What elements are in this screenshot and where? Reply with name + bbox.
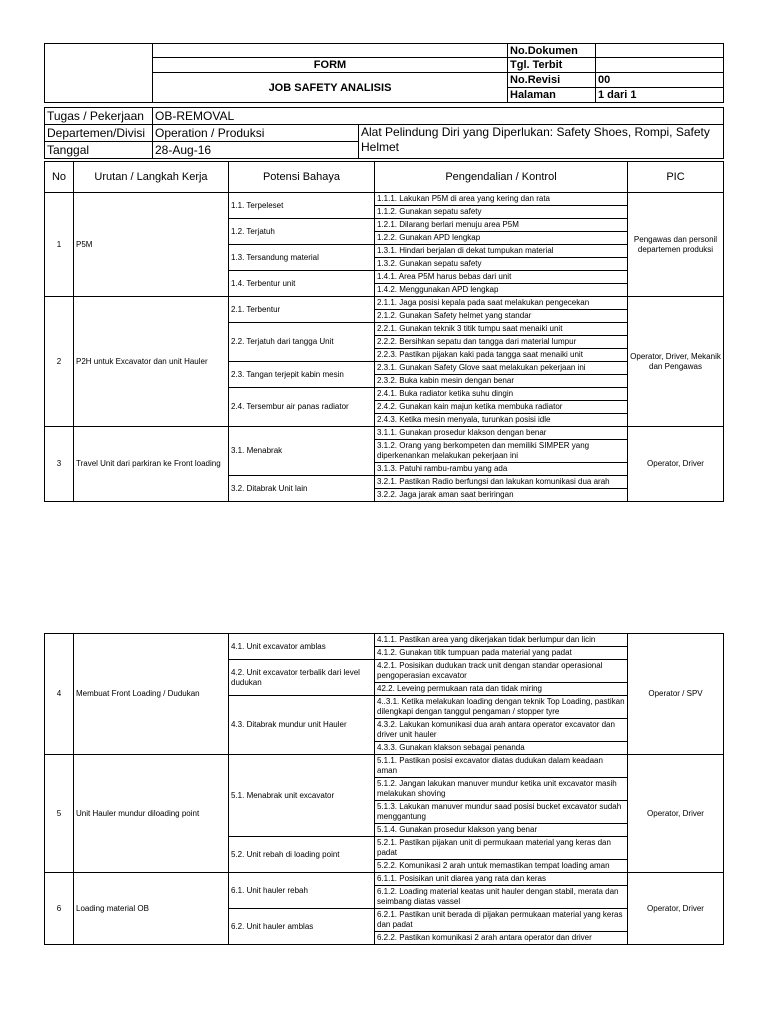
control-measure: 4.1.1. Pastikan area yang dikerjakan tidak berlumpur dan licin (375, 634, 628, 647)
control-measure: 4..3.1. Ketika melakukan loading dengan teknik Top Loading, pastikan dilengkapi dengan tanggul pengaman / stopper tyre (375, 696, 628, 719)
control-measure: 4.2.1. Posisikan dudukan track unit dengan standar operasional pengoperasian excavator (375, 660, 628, 683)
form-title-top-cell (153, 44, 508, 58)
control-measure: 5.1.3. Lakukan manuver mundur saad posisi bucket excavator sudah menggantung (375, 801, 628, 824)
tugas-label: Tugas / Pekerjaan (45, 108, 153, 125)
meta-value: 00 (596, 73, 724, 88)
control-measure: 6.2.2. Pastikan komunikasi 2 arah antara operator dan driver (375, 932, 628, 945)
control-measure: 5.1.4. Gunakan prosedur klakson yang benar (375, 824, 628, 837)
hazard: 6.2. Unit hauler amblas (229, 909, 375, 945)
pic: Operator, Driver (628, 873, 724, 945)
table-row (45, 755, 724, 778)
control-measure: 2.2.3. Pastikan pijakan kaki pada tangga saat menaiki unit (375, 349, 628, 362)
meta-label: No.Revisi (508, 73, 596, 88)
meta-value (596, 58, 724, 73)
control-measure: 3.1.3. Patuhi rambu-rambu yang ada (375, 463, 628, 476)
jsa-table-page-1 (44, 161, 724, 502)
step-number: 4 (45, 634, 74, 755)
pic: Operator, Driver, Mekanik dan Pengawas (628, 297, 724, 427)
step-description: Membuat Front Loading / Dudukan (74, 634, 229, 755)
control-measure: 5.2.2. Komunikasi 2 arah untuk memastikan tempat loading aman (375, 860, 628, 873)
control-measure: 1.2.1. Dilarang berlari menuju area P5M (375, 219, 628, 232)
table-row (45, 873, 724, 886)
hazard: 5.2. Unit rebah di loading point (229, 837, 375, 873)
control-measure: 4.3.3. Gunakan klakson sebagai penanda (375, 742, 628, 755)
tanggal-value: 28-Aug-16 (153, 142, 359, 159)
control-measure: 5.2.1. Pastikan pijakan unit di permukaan material yang keras dan padat (375, 837, 628, 860)
step-number: 3 (45, 427, 74, 502)
control-measure: 1.3.2. Gunakan sepatu safety (375, 258, 628, 271)
hazard: 6.1. Unit hauler rebah (229, 873, 375, 909)
control-measure: 1.4.1. Area P5M harus bebas dari unit (375, 271, 628, 284)
table-row (45, 297, 724, 310)
meta-label: Halaman (508, 88, 596, 103)
column-header-pic: PIC (628, 162, 724, 193)
control-measure: 1.1.2. Gunakan sepatu safety (375, 206, 628, 219)
hazard: 2.2. Terjatuh dari tangga Unit (229, 323, 375, 362)
form-header (44, 43, 724, 103)
tugas-value: OB-REMOVAL (153, 108, 724, 125)
table-row (45, 634, 724, 647)
control-measure: 4.1.2. Gunakan titik tumpuan pada material yang padat (375, 647, 628, 660)
step-description: Loading material OB (74, 873, 229, 945)
logo-cell (45, 44, 153, 103)
hazard: 4.2. Unit excavator terbalik dari level dudukan (229, 660, 375, 696)
column-header-urutan: Urutan / Langkah Kerja (74, 162, 229, 193)
control-measure: 2.3.2. Buka kabin mesin dengan benar (375, 375, 628, 388)
hazard: 1.1. Terpeleset (229, 193, 375, 219)
control-measure: 3.1.1. Gunakan prosedur klakson dengan benar (375, 427, 628, 440)
control-measure: 6.2.1. Pastikan unit berada di pijakan permukaan material yang keras dan padat (375, 909, 628, 932)
column-header-pengendalian: Pengendalian / Kontrol (375, 162, 628, 193)
hazard: 2.3. Tangan terjepit kabin mesin (229, 362, 375, 388)
control-measure: 1.2.2. Gunakan APD lengkap (375, 232, 628, 245)
hazard: 3.2. Ditabrak Unit lain (229, 476, 375, 502)
control-measure: 4.3.2. Lakukan komunikasi dua arah antara operator excavator dan driver unit hauler (375, 719, 628, 742)
step-description: P2H untuk Excavator dan unit Hauler (74, 297, 229, 427)
meta-value (596, 44, 724, 58)
control-measure: 3.2.2. Jaga jarak aman saat beriringan (375, 489, 628, 502)
step-number: 6 (45, 873, 74, 945)
control-measure: 2.2.1. Gunakan teknik 3 titik tumpu saat menaiki unit (375, 323, 628, 336)
hazard: 5.1. Menabrak unit excavator (229, 755, 375, 837)
control-measure: 3.1.2. Orang yang berkompeten dan memiliki SIMPER yang diperkenankan melakukan pekerjaan ini (375, 440, 628, 463)
tanggal-label: Tanggal (45, 142, 153, 159)
control-measure: 6.1.1. Posisikan unit diarea yang rata dan keras (375, 873, 628, 886)
departemen-value: Operation / Produksi (153, 125, 359, 142)
pic: Operator / SPV (628, 634, 724, 755)
pic: Operator, Driver (628, 755, 724, 873)
hazard: 2.1. Terbentur (229, 297, 375, 323)
meta-label: Tgl. Terbit (508, 58, 596, 73)
hazard: 1.2. Terjatuh (229, 219, 375, 245)
control-measure: 2.1.1. Jaga posisi kepala pada saat melakukan pengecekan (375, 297, 628, 310)
control-measure: 2.4.2. Gunakan kain majun ketika membuka radiator (375, 401, 628, 414)
hazard: 3.1. Menabrak (229, 427, 375, 476)
step-number: 5 (45, 755, 74, 873)
jsa-table-page-2 (44, 633, 724, 945)
control-measure: 2.4.3. Ketika mesin menyala, turunkan posisi idle (375, 414, 628, 427)
control-measure: 2.3.1. Gunakan Safety Glove saat melakukan pekerjaan ini (375, 362, 628, 375)
control-measure: 6.1.2. Loading material keatas unit hauler dengan stabil, merata dan seimbang diatas vassel (375, 886, 628, 909)
meta-label: No.Dokumen (508, 44, 596, 58)
table-row (45, 193, 724, 206)
hazard: 1.4. Terbentur unit (229, 271, 375, 297)
hazard: 2.4. Tersembur air panas radiator (229, 388, 375, 427)
control-measure: 3.2.1. Pastikan Radio berfungsi dan lakukan komunikasi dua arah (375, 476, 628, 489)
meta-value: 1 dari 1 (596, 88, 724, 103)
departemen-label: Departemen/Divisi (45, 125, 153, 142)
step-number: 2 (45, 297, 74, 427)
control-measure: 2.2.2. Bersihkan sepatu dan tangga dari material lumpur (375, 336, 628, 349)
control-measure: 1.1.1. Lakukan P5M di area yang kering dan rata (375, 193, 628, 206)
control-measure: 42.2. Leveing permukaan rata dan tidak miring (375, 683, 628, 696)
step-description: Travel Unit dari parkiran ke Front loading (74, 427, 229, 502)
control-measure: 5.1.1. Pastikan posisi excavator diatas dudukan dalam keadaan aman (375, 755, 628, 778)
hazard: 1.3. Tersandung material (229, 245, 375, 271)
page-break (0, 556, 768, 632)
step-number: 1 (45, 193, 74, 297)
pic: Operator, Driver (628, 427, 724, 502)
control-measure: 1.3.1. Hindari berjalan di dekat tumpukan material (375, 245, 628, 258)
step-description: Unit Hauler mundur diloading point (74, 755, 229, 873)
column-header-potensi: Potensi Bahaya (229, 162, 375, 193)
hazard: 4.1. Unit excavator amblas (229, 634, 375, 660)
hazard: 4.3. Ditabrak mundur unit Hauler (229, 696, 375, 755)
column-header-no: No (45, 162, 74, 193)
step-description: P5M (74, 193, 229, 297)
control-measure: 5.1.2. Jangan lakukan manuver mundur ketika unit excavator masih melakukan shoving (375, 778, 628, 801)
document-title: JOB SAFETY ANALISIS (153, 73, 508, 103)
table-row (45, 427, 724, 440)
job-info (44, 107, 724, 159)
control-measure: 2.1.2. Gunakan Safety helmet yang standar (375, 310, 628, 323)
apd-requirements: Alat Pelindung Diri yang Diperlukan: Safety Shoes, Rompi, Safety Helmet (359, 125, 724, 159)
form-label: FORM (153, 58, 508, 73)
pic: Pengawas dan personil departemen produksi (628, 193, 724, 297)
control-measure: 1.4.2. Menggunakan APD lengkap (375, 284, 628, 297)
control-measure: 2.4.1. Buka radiator ketika suhu dingin (375, 388, 628, 401)
